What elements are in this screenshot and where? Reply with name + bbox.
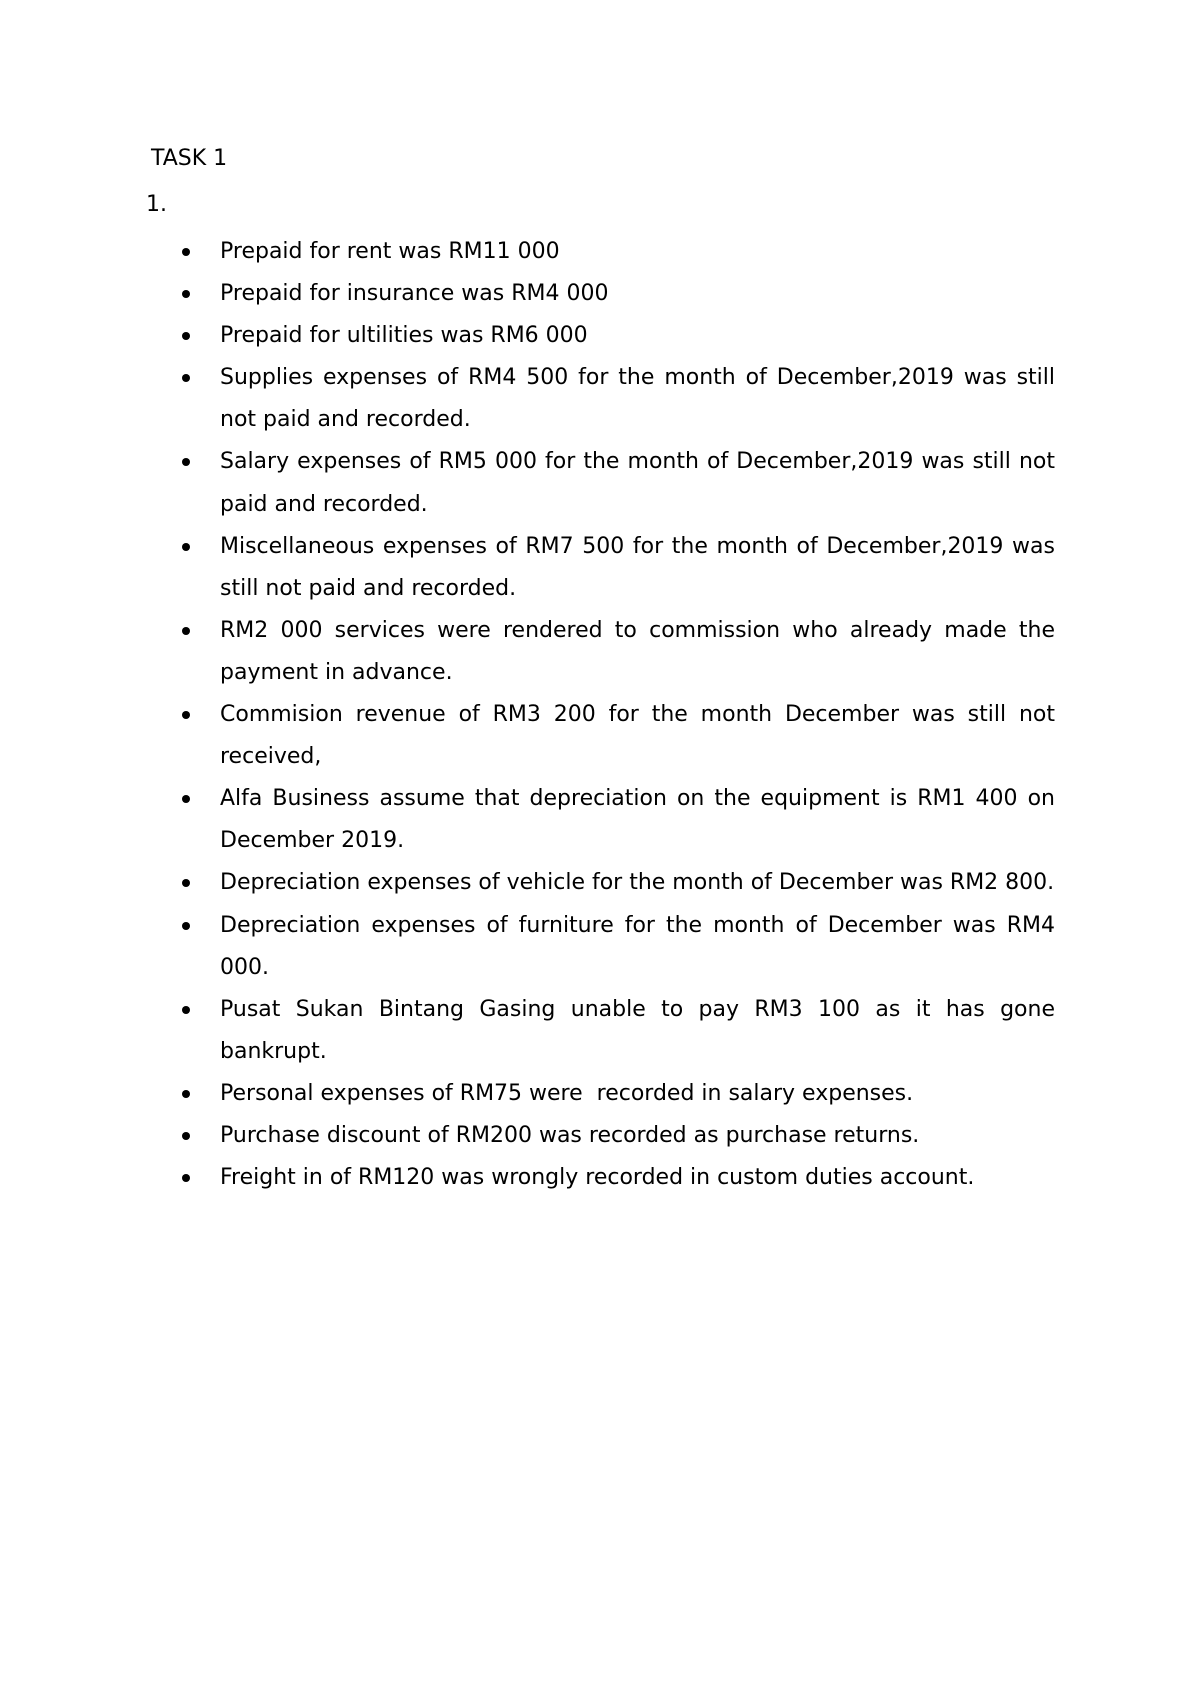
question-number: 1.	[146, 192, 167, 217]
list-item-text: Depreciation expenses of vehicle for the month of December was RM2 800.	[220, 870, 1055, 896]
list-item	[220, 862, 1055, 904]
list-item	[220, 778, 1055, 862]
list-item-text: Salary expenses of RM5 000 for the month of December,2019 was still not paid and recorded.	[220, 449, 1055, 517]
list-item	[220, 989, 1055, 1073]
bullet-list	[220, 231, 1055, 1199]
list-item-text: RM2 000 services were rendered to commission who already made the payment in advance.	[220, 617, 1055, 685]
bullet-icon	[182, 332, 190, 340]
list-item	[220, 1115, 1055, 1157]
list-item	[220, 315, 1055, 357]
task-heading: TASK 1	[151, 146, 228, 171]
list-item-text: Pusat Sukan Bintang Gasing unable to pay RM3 100 as it has gone bankrupt.	[220, 996, 1055, 1064]
list-item-text: Alfa Business assume that depreciation on the equipment is RM1 400 on December 2019.	[220, 786, 1055, 854]
list-item	[220, 610, 1055, 694]
list-item-text: Prepaid for rent was RM11 000	[220, 239, 560, 264]
list-item-text: Personal expenses of RM75 were recorded in salary expenses.	[220, 1080, 914, 1106]
list-item	[220, 231, 1055, 273]
list-item	[220, 526, 1055, 610]
list-item-text: Depreciation expenses of furniture for the month of December was RM4 000.	[220, 912, 1055, 980]
list-item-text: Purchase discount of RM200 was recorded as purchase returns.	[220, 1122, 920, 1148]
bullet-icon	[182, 1132, 190, 1140]
bullet-icon	[182, 1006, 190, 1014]
list-item-text: Supplies expenses of RM4 500 for the month of December,2019 was still not paid and recorded.	[220, 365, 1055, 433]
bullet-icon	[182, 922, 190, 930]
list-item	[220, 273, 1055, 315]
list-item-text: Freight in of RM120 was wrongly recorded in custom duties account.	[220, 1165, 975, 1191]
list-item	[220, 1157, 1055, 1199]
list-item	[220, 441, 1055, 525]
bullet-icon	[182, 879, 190, 887]
list-item	[220, 357, 1055, 441]
list-item-text: Commision revenue of RM3 200 for the month December was still not received,	[220, 702, 1055, 770]
list-item	[220, 694, 1055, 778]
bullet-icon	[182, 458, 190, 466]
list-item-text: Prepaid for ultilities was RM6 000	[220, 323, 588, 349]
bullet-icon	[182, 374, 190, 382]
bullet-icon	[182, 1090, 190, 1098]
list-item	[220, 1073, 1055, 1115]
bullet-icon	[182, 290, 190, 298]
bullet-icon	[182, 1174, 190, 1182]
bullet-icon	[182, 711, 190, 719]
bullet-icon	[182, 627, 190, 635]
list-item	[220, 905, 1055, 989]
list-item-text: Prepaid for insurance was RM4 000	[220, 281, 609, 307]
bullet-icon	[182, 248, 190, 256]
list-item-text: Miscellaneous expenses of RM7 500 for the month of December,2019 was still not paid and recorded.	[220, 533, 1055, 601]
bullet-icon	[182, 795, 190, 803]
bullet-icon	[182, 543, 190, 551]
